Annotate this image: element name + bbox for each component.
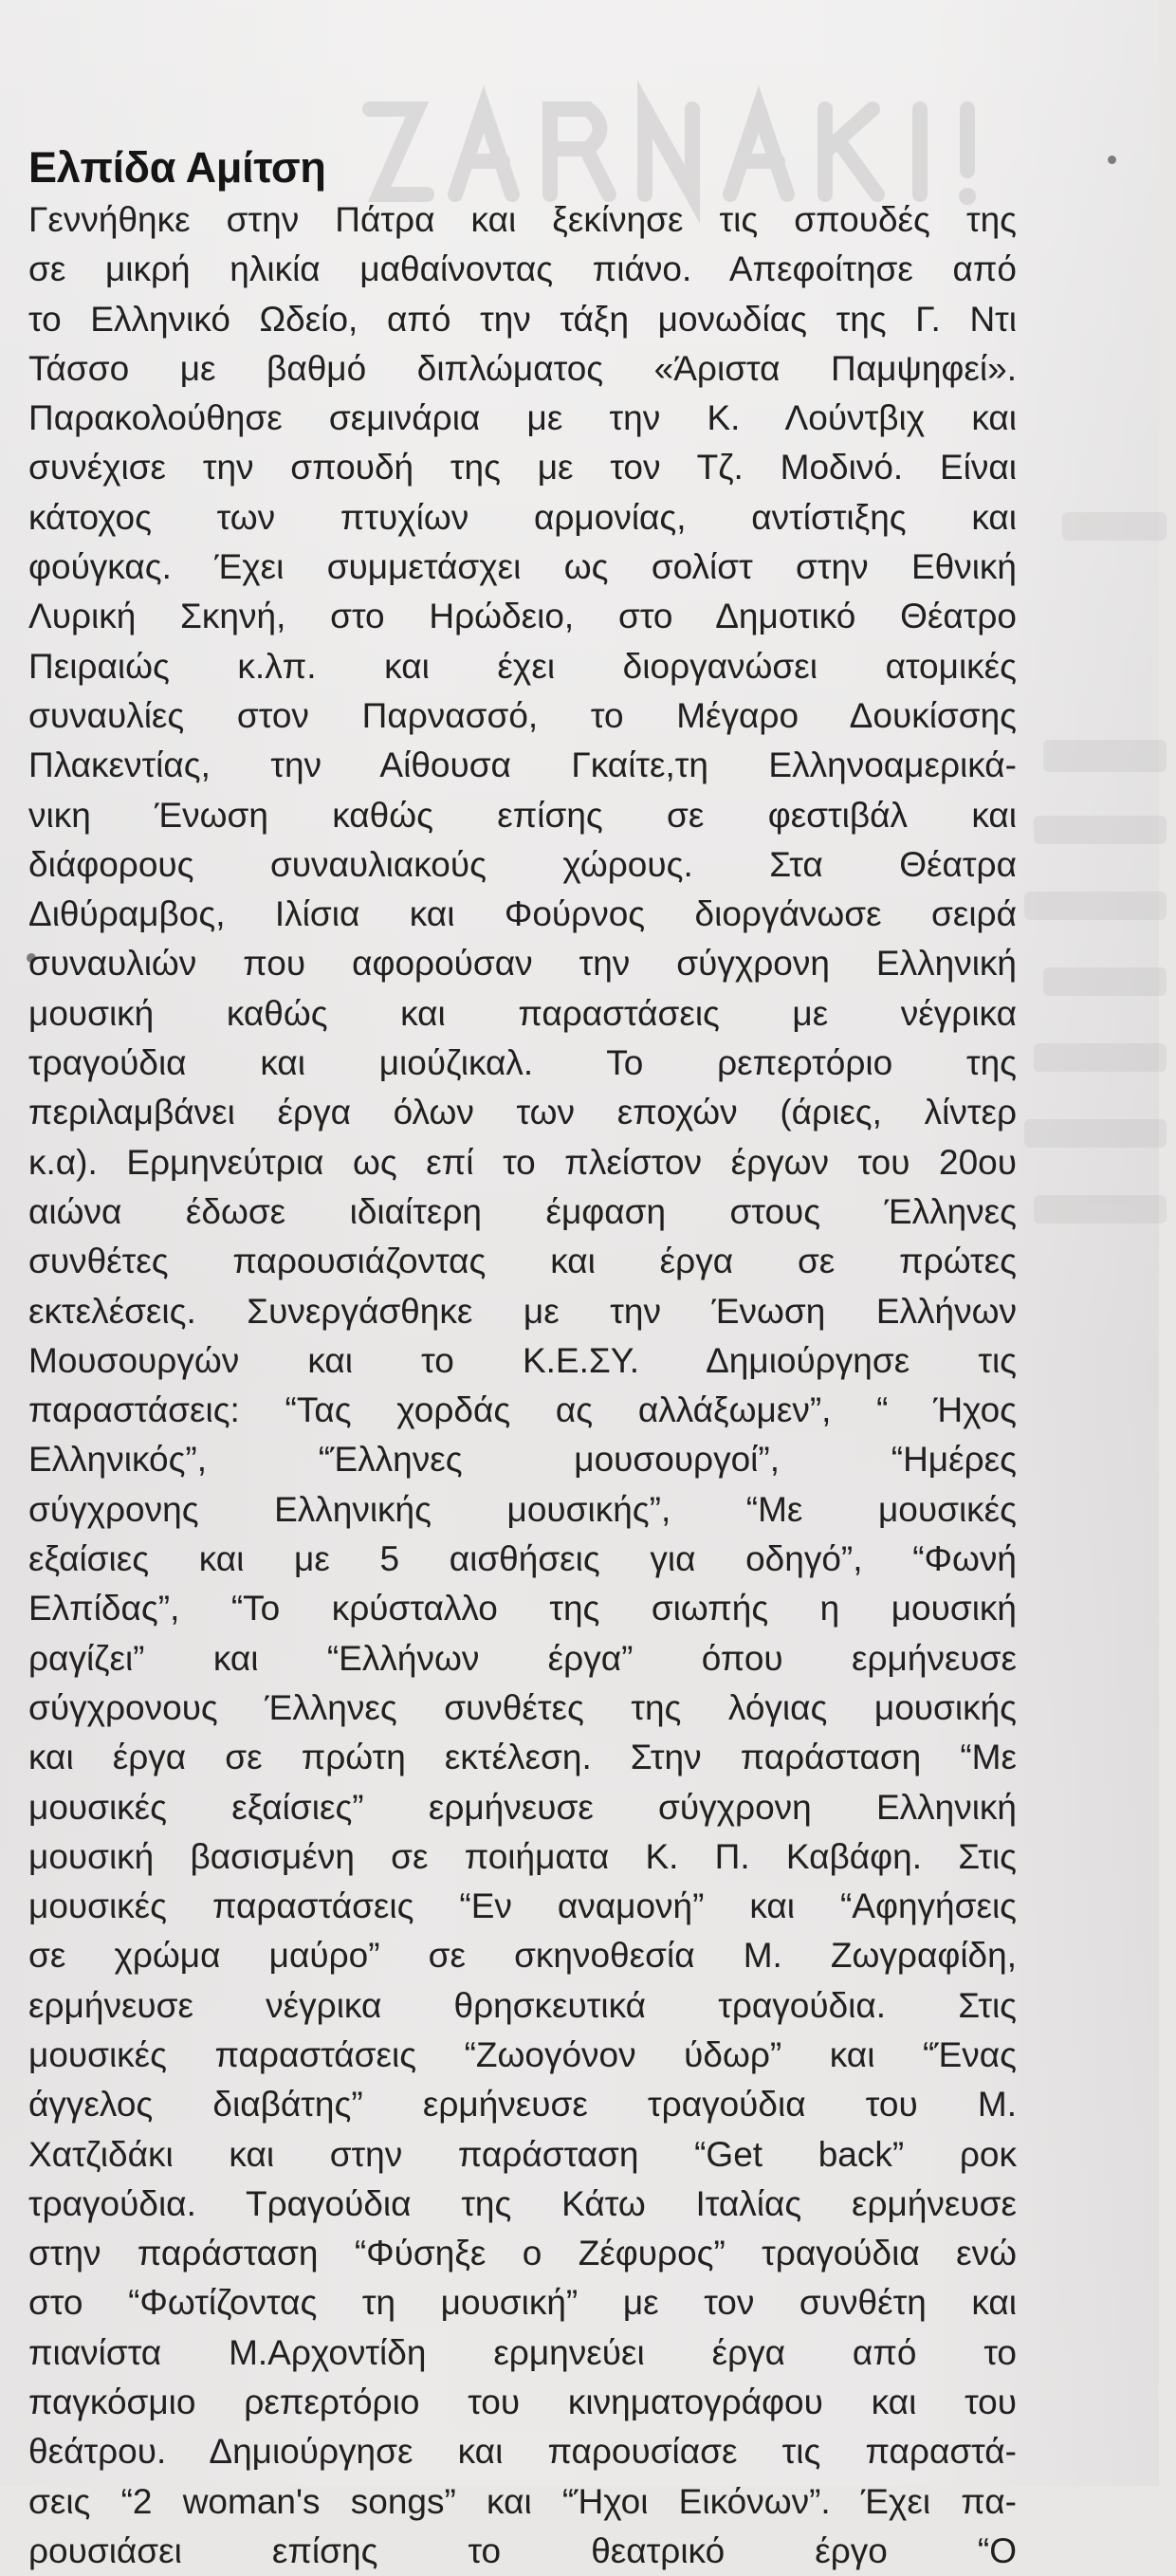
- body-line: συνθέτες παρουσιάζοντας και έργα σε πρώτες: [28, 1242, 1017, 1281]
- body-line: Πειραιώς κ.λπ. και έχει διοργανώσει ατομικές: [28, 646, 1017, 686]
- body-line: ραγίζει” και “Ελλήνων έργα” όπου ερμήνευσε: [28, 1638, 1017, 1678]
- article-body: [28, 195, 1017, 2576]
- body-line: ρουσιάσει επίσης το θεατρικό έργο “Ο: [28, 2530, 1017, 2570]
- body-line: συνέχισε την σπουδή της με τον Τζ. Μοδινό. Είναι: [28, 448, 1017, 488]
- biography-article: [28, 140, 1017, 2576]
- body-line: Τάσσο με βαθμό διπλώματος «Άριστα Παμψηφεί».: [28, 348, 1017, 388]
- body-line: Διθύραμβος, Ιλίσια και Φούρνος διοργάνωσε σειρά: [28, 894, 1017, 934]
- body-line: πιανίστα Μ.Αρχοντίδη ερμηνεύει έργα από το: [28, 2332, 1017, 2372]
- body-line: μουσική βασισμένη σε ποιήματα Κ. Π. Καβάφη. Στις: [28, 1836, 1017, 1876]
- body-line: Ελπίδας”, “Το κρύσταλλο της σιωπής η μουσική: [28, 1589, 1017, 1628]
- body-line: συναυλιών που αφορούσαν την σύγχρονη Ελληνική: [28, 944, 1017, 984]
- body-line: φούγκας. Έχει συμμετάσχει ως σολίστ στην Εθνική: [28, 547, 1017, 587]
- body-line: κ.α). Ερμηνεύτρια ως επί το πλείστον έργων του 20ου: [28, 1142, 1017, 1182]
- body-line: παγκόσμιο ρεπερτόριο του κινηματογράφου και του: [28, 2383, 1017, 2422]
- body-line: ερμήνευσε νέγρικα θρησκευτικά τραγούδια. Στις: [28, 1985, 1017, 2025]
- body-line: μουσικές εξαίσιες” ερμήνευσε σύγχρονη Ελληνική: [28, 1787, 1017, 1827]
- body-line: Χατζιδάκι και στην παράσταση “Get back” ροκ: [28, 2134, 1017, 2174]
- body-line: θεάτρου. Δημιούργησε και παρουσίασε τις παραστά-: [28, 2432, 1017, 2472]
- body-line: σε μικρή ηλικία μαθαίνοντας πιάνο. Απεφοίτησε από: [28, 249, 1017, 289]
- body-line: μουσική καθώς και παραστάσεις με νέγρικα: [28, 993, 1017, 1033]
- body-line: τραγούδια και μιούζικαλ. Το ρεπερτόριο της: [28, 1043, 1017, 1083]
- body-line: και έργα σε πρώτη εκτέλεση. Στην παράσταση “Με: [28, 1738, 1017, 1777]
- body-line: διάφορους συναυλιακούς χώρους. Στα Θέατρα: [28, 844, 1017, 884]
- body-line: μουσικές παραστάσεις “Εν αναμονή” και “Αφηγήσεις: [28, 1886, 1017, 1926]
- body-line: σύγχρονους Έλληνες συνθέτες της λόγιας μουσικής: [28, 1687, 1017, 1727]
- body-line: στην παράσταση “Φύσηξε ο Ζέφυρος” τραγούδια ενώ: [28, 2234, 1017, 2273]
- body-line: κάτοχος των πτυχίων αρμονίας, αντίστιξης και: [28, 497, 1017, 537]
- body-line: σεις “2 woman's songs” και “Ήχοι Εικόνων”. Έχει πα-: [28, 2481, 1017, 2521]
- body-line: Λυρική Σκηνή, στο Ηρώδειο, στο Δημοτικό Θέατρο: [28, 597, 1017, 636]
- body-line: εκτελέσεις. Συνεργάσθηκε με την Ένωση Ελλήνων: [28, 1291, 1017, 1331]
- body-line: τραγούδια. Τραγούδια της Κάτω Ιταλίας ερμήνευσε: [28, 2183, 1017, 2223]
- body-line: συναυλίες στον Παρνασσό, το Μέγαρο Δουκίσσης: [28, 695, 1017, 735]
- body-line: άγγελος διαβάτης” ερμήνευσε τραγούδια του Μ.: [28, 2085, 1017, 2125]
- body-line: αιώνα έδωσε ιδιαίτερη έμφαση στους Έλληνες: [28, 1191, 1017, 1231]
- body-line: το Ελληνικό Ωδείο, από την τάξη μονωδίας της Γ. Ντι: [28, 299, 1017, 339]
- bleed-through-text: [1005, 493, 1167, 1347]
- body-line: εξαίσιες και με 5 αισθήσεις για οδηγό”, “Φωνή: [28, 1539, 1017, 1579]
- body-line: περιλαμβάνει έργα όλων των εποχών (άριες, λίντερ: [28, 1093, 1017, 1132]
- article-title: Ελπίδα Αμίτση: [28, 143, 326, 192]
- body-line: στο “Φωτίζοντας τη μουσική” με τον συνθέτη και: [28, 2283, 1017, 2323]
- body-line: Μουσουργών και το Κ.Ε.ΣΥ. Δημιούργησε τις: [28, 1340, 1017, 1380]
- body-line: Ελληνικός”, “Έλληνες μουσουργοί”, “Ημέρες: [28, 1440, 1017, 1480]
- body-line: παραστάσεις: “Τας χορδάς ας αλλάξωμεν”, “ Ήχος: [28, 1390, 1017, 1430]
- body-line: Πλακεντίας, την Αίθουσα Γκαίτε,τη Ελληνοαμερικά-: [28, 745, 1017, 785]
- body-line: μουσικές παραστάσεις “Ζωογόνον ύδωρ” και “Ένας: [28, 2034, 1017, 2074]
- body-line: σε χρώμα μαύρο” σε σκηνοθεσία Μ. Ζωγραφίδη,: [28, 1936, 1017, 1976]
- body-line: νικη Ένωση καθώς επίσης σε φεστιβάλ και: [28, 795, 1017, 835]
- body-line: Γεννήθηκε στην Πάτρα και ξεκίνησε τις σπουδές της: [28, 200, 1017, 239]
- body-line: Παρακολούθησε σεμινάρια με την Κ. Λούντβιχ και: [28, 398, 1017, 438]
- scan-speck: [1108, 156, 1116, 164]
- body-line: σύγχρονης Ελληνικής μουσικής”, “Με μουσικές: [28, 1489, 1017, 1529]
